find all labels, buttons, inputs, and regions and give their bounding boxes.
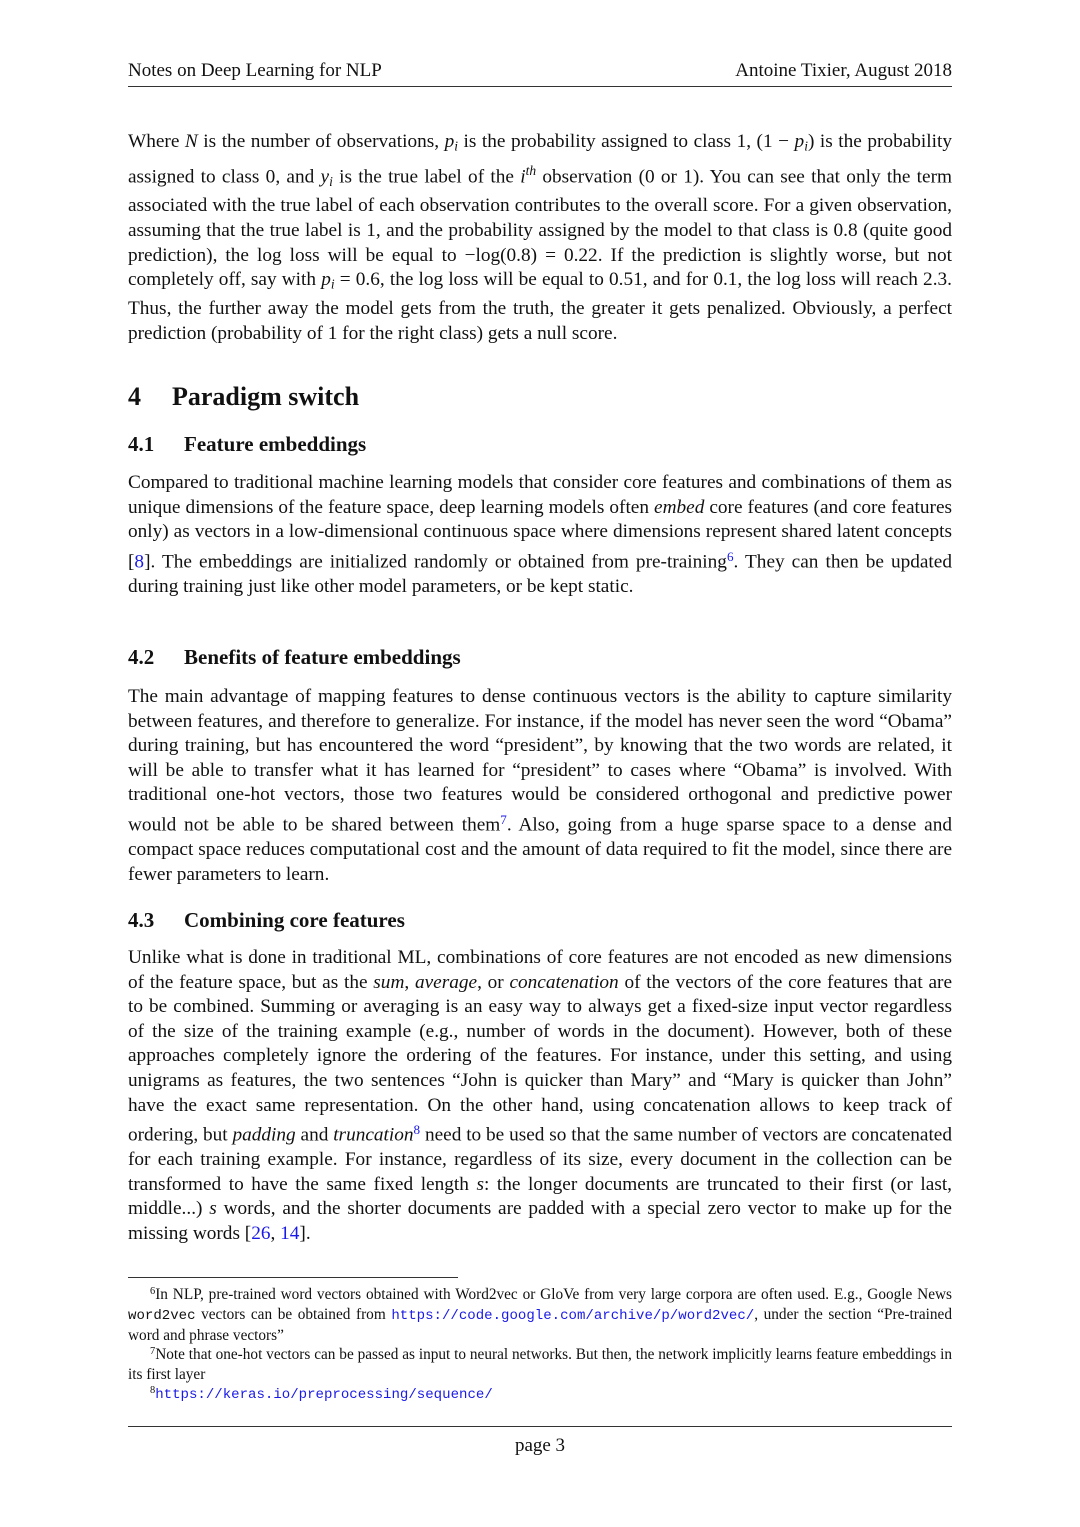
text-run: words, and the shorter documents are padded with a special zero vector to make up for the missing words [ [128, 1198, 952, 1245]
italic-text: s [209, 1198, 217, 1220]
text-run: Compared to traditional machine learning models that consider core features and combinations of them as unique dimensions of the feature space, deep learning models often [128, 472, 952, 518]
math-subscript: i [330, 276, 335, 292]
header-title: Notes on Deep Learning for NLP [128, 60, 382, 81]
running-header [128, 60, 952, 82]
italic-text: sum [373, 971, 405, 993]
footnote-marker[interactable]: 6 [150, 1286, 156, 1297]
page-number: page 3 [514, 1435, 566, 1456]
text-run: is the number of observations, [197, 131, 445, 152]
math-subscript: i [804, 138, 808, 154]
text-run: vectors can be obtained from [195, 1306, 392, 1324]
text-run: of the vectors of the core features that are to be combined. Summing or averaging is an easy way to always get a fixed-size input vector regardless of the size of the training example (e.g., number of words in the document). However, both of these approaches completely ignore the ordering of the features. For instance, under this setting, and using unigrams as features, the two sentences “John is quicker than Mary” and “Mary is quicker than John” have the exact same representation. On the other hand, using concatenation allows to keep track of ordering, but [128, 971, 953, 1146]
text-run: , or [477, 971, 510, 993]
text-run: The main advantage of mapping features to dense continuous vectors is the ability to capture similarity between features, and therefore to generalize. For instance, if the model has never seen the word “Obama” during training, but has encountered the word “president”, by knowing that the two words are related, it will be able to transfer what it has learned for “president” to cases where “Obama” is involved. With traditional one-hot vectors, those two features would be considered orthogonal and predictive power would not be able to be shared between them [128, 686, 952, 836]
footnote-marker[interactable]: 6 [726, 548, 734, 564]
footnote-marker[interactable]: 7 [150, 1346, 156, 1357]
footer-rule [128, 1426, 952, 1427]
text-run: , [270, 1223, 281, 1245]
url-link[interactable]: https://keras.io/preprocessing/sequence/ [155, 1387, 493, 1404]
paragraph-log-loss [128, 130, 952, 346]
italic-text: truncation [333, 1124, 414, 1146]
text-run: : the longer documents are truncated to their first (or last, middle...) [128, 1173, 952, 1220]
text-run: Unlike what is done in traditional ML, combinations of core features are not encoded as new dimensions of the feature space, but as the [128, 947, 952, 993]
italic-text: s [476, 1173, 484, 1195]
text-run: = 0.6, the log loss will be equal to 0.51, and for 0.1, the log loss will reach 2.3. Thus, the further away the model gets from the truth, the greater it gets penalized. Obviously, a perfect prediction (probability of 1 for the right class) gets a null score. [128, 269, 952, 344]
text-run: ]. The embeddings are initialized randomly or obtained from pre-training [144, 551, 727, 573]
italic-text: p [794, 131, 805, 152]
subsection-title: Combining core features [184, 908, 405, 932]
italic-text: p [444, 131, 455, 152]
footnote-marker[interactable]: 8 [413, 1122, 421, 1138]
section-number: 4 [128, 382, 141, 411]
math-superscript: th [525, 162, 537, 178]
paragraph-benefits [128, 685, 952, 887]
footnote-7 [128, 1342, 952, 1385]
citation-link[interactable]: 26 [251, 1223, 271, 1245]
text-run: , under the section “Pre-trained word and phrase vectors” [128, 1306, 952, 1345]
section-title: Paradigm switch [172, 382, 360, 411]
citation-link[interactable]: 8 [134, 551, 145, 573]
text-run: . Also, going from a huge sparse space to a dense and compact space reduces computational cost and the amount of data required to fit the model, since there are fewer parameters to learn. [128, 814, 952, 885]
footnote-8 [128, 1381, 952, 1405]
math-subscript: i [454, 138, 458, 154]
italic-text: average [414, 971, 478, 993]
paragraph-combining [128, 946, 952, 1247]
text-run: and [295, 1124, 334, 1146]
italic-text: padding [232, 1124, 296, 1146]
section-heading-4 [128, 382, 359, 412]
math-subscript: i [329, 173, 333, 189]
subsection-title: Benefits of feature embeddings [184, 645, 461, 669]
italic-text: y [320, 166, 330, 188]
italic-text: p [321, 269, 331, 291]
footnote-marker[interactable]: 7 [500, 811, 507, 827]
subsection-number: 4.3 [128, 908, 155, 932]
header-author-date: Antoine Tixier, August 2018 [735, 60, 952, 81]
text-run: . They can then be updated during training just like other model parameters, or be kept static. [128, 551, 952, 597]
citation-link[interactable]: 14 [280, 1223, 300, 1245]
italic-text: embed [654, 496, 705, 518]
subsection-heading-4-3 [128, 908, 405, 933]
italic-text: i [520, 166, 526, 188]
text-run: is the probability assigned to class 1, (1 − [458, 131, 795, 152]
subsection-heading-4-1 [128, 432, 366, 457]
text-run: need to be used so that the same number of vectors are concatenated for each training example. For instance, regardless of its size, every document in the collection can be transformed to have the same fixed length [128, 1124, 952, 1195]
url-link[interactable]: https://code.google.com/archive/p/word2vec/ [391, 1308, 755, 1325]
subsection-heading-4-2 [128, 645, 461, 670]
text-run: is the true label of the [332, 166, 521, 188]
subsection-number: 4.1 [128, 432, 155, 456]
code-text: word2vec [128, 1308, 196, 1325]
italic-text: N [184, 131, 198, 152]
text-run: Note that one-hot vectors can be passed as input to neural networks. But then, the network implicitly learns feature embeddings in its first layer [128, 1346, 952, 1384]
subsection-number: 4.2 [128, 645, 155, 669]
text-run: In NLP, pre-trained word vectors obtained with Word2vec or GloVe from very large corpora are often used. E.g., Google News [155, 1286, 952, 1304]
footnote-rule [128, 1277, 458, 1278]
text-run: ]. [299, 1223, 311, 1245]
header-rule [128, 86, 952, 87]
paragraph-feature-embeddings [128, 471, 952, 600]
footnote-marker[interactable]: 8 [150, 1385, 156, 1396]
text-run: ) is the probability assigned to class 0, and [128, 131, 952, 188]
text-run: core features (and core features only) as vectors in a low-dimensional continuous space where dimensions represent shared latent concepts [ [128, 496, 953, 573]
text-run: , [404, 971, 415, 993]
footnote-6 [128, 1282, 952, 1346]
subsection-title: Feature embeddings [184, 432, 367, 456]
text-run: observation (0 or 1). You can see that only the term associated with the true label of each observation contributes to the overall score. For a given observation, assuming that the true label is 1, and the probability assigned by the model to that class is 0.8 (quite good prediction), the log loss will be equal to −log(0.8) = 0.22. If the prediction is slightly worse, but not completely off, say with [128, 166, 953, 291]
italic-text: concatenation [509, 971, 619, 993]
text-run: Where [128, 131, 185, 152]
